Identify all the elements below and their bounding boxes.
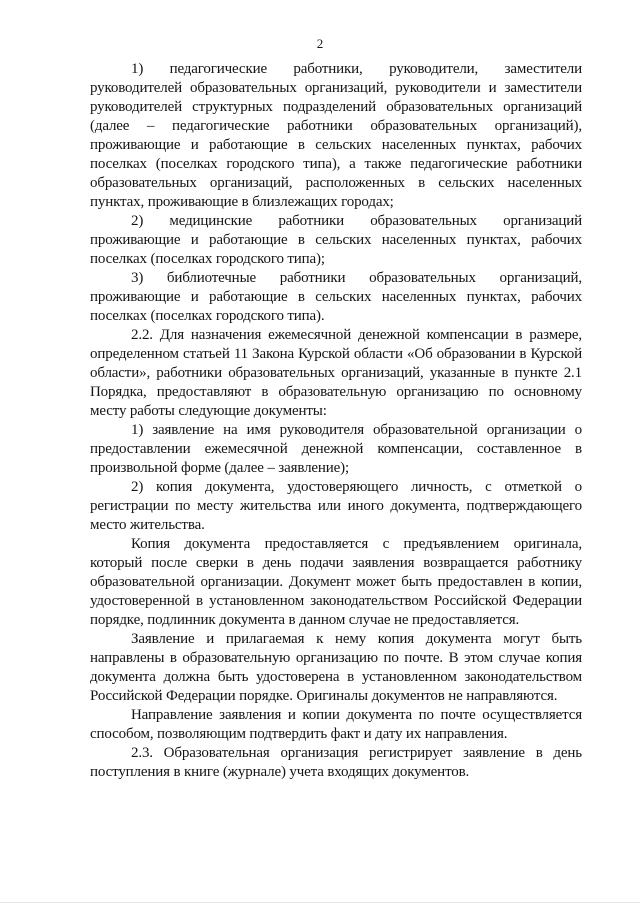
scan-bottom-edge <box>0 902 640 903</box>
paragraph-doc-1-application: 1) заявление на имя руководителя образовательной организации о предоставлении ежемесячной денежной компенсации, составленное в произвольной форме (далее – заявление); <box>90 422 582 476</box>
paragraph-clause-2-3: 2.3. Образовательная организация регистрирует заявление в день поступления в книге (журнале) учета входящих документов. <box>90 745 582 780</box>
document-body <box>90 60 582 782</box>
paragraph-item-1-teachers: 1) педагогические работники, руководители, заместители руководителей образовательных организаций, руководители и заместители руководителей структурных подразделений образовательных организаций (далее – педагогические работники образовательных организаций), проживающие и работающие в сельских населенных пунктах, рабочих поселках (поселках городского типа), а также педагогические работники образовательных организаций, расположенных в сельских населенных пунктах, проживающие в близлежащих городах; <box>90 61 582 210</box>
page-number: 2 <box>316 36 324 51</box>
paragraph-item-2-medical: 2) медицинские работники образовательных организаций проживающие и работающие в сельских населенных пунктах, рабочих поселках (поселках городского типа); <box>90 213 582 267</box>
paragraph-doc-2-identity-copy: 2) копия документа, удостоверяющего личность, с отметкой о регистрации по месту жительства или иного документа, подтверждающего место жительства. <box>90 479 582 533</box>
paragraph-postal-submission: Заявление и прилагаемая к нему копия документа могут быть направлены в образовательную организацию по почте. В этом случае копия документа должна быть удостоверена в установленном законодательством Российской Федерации порядке. Оригиналы документов не направляются. <box>90 631 582 704</box>
paragraph-clause-2-2: 2.2. Для назначения ежемесячной денежной компенсации в размере, определенном статьей 11 Закона Курской области «Об образовании в Курской области», работники образовательных организаций, указанные в пункте 2.1 Порядка, предоставляют в образовательную организацию по основному месту работы следующие документы: <box>90 327 582 419</box>
paragraph-item-3-library: 3) библиотечные работники образовательных организаций, проживающие и работающие в сельских населенных пунктах, рабочих поселках (поселках городского типа). <box>90 270 582 324</box>
paragraph-postal-method: Направление заявления и копии документа по почте осуществляется способом, позволяющим подтвердить факт и дату их направления. <box>90 707 582 742</box>
paragraph-copy-original: Копия документа предоставляется с предъявлением оригинала, который после сверки в день подачи заявления возвращается работнику образовательной организации. Документ может быть предоставлен в копии, удостоверенной в установленном законодательством Российской Федерации порядке, подлинник документа в данном случае не предоставляется. <box>90 536 582 628</box>
